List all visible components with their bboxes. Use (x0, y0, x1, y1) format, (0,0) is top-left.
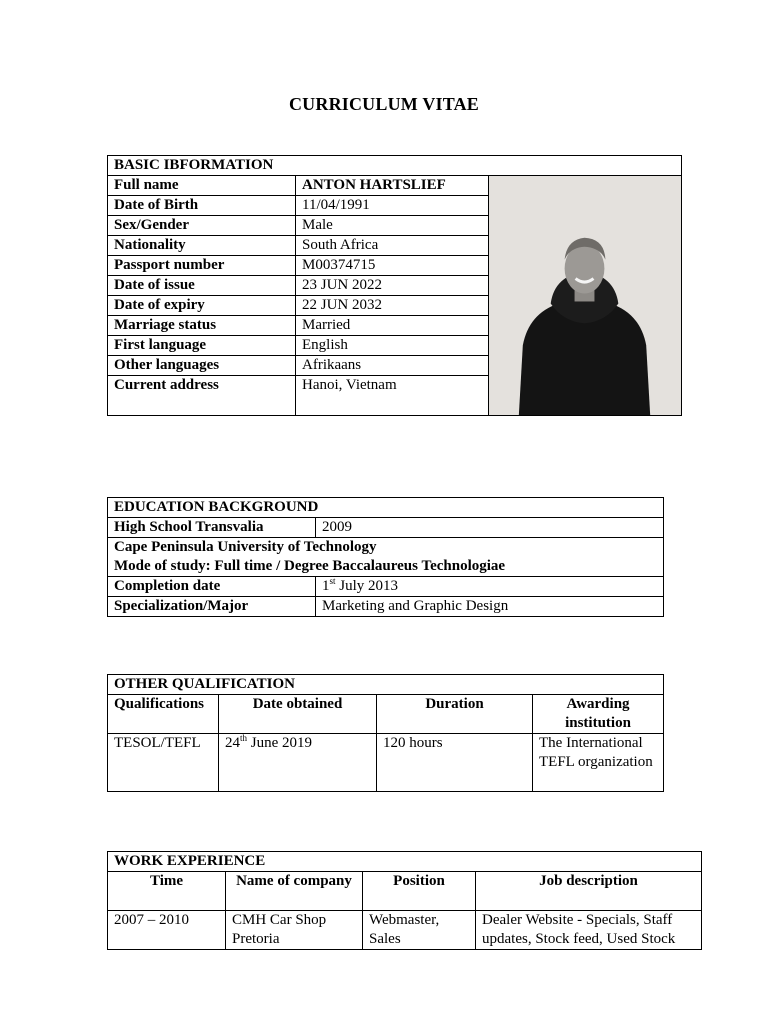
basic-info-header: BASIC IBFORMATION (108, 156, 682, 176)
other-languages-value: Afrikaans (296, 356, 489, 376)
col-position: Position (363, 872, 476, 911)
address-label: Current address (108, 376, 296, 416)
education-header: EDUCATION BACKGROUND (108, 498, 664, 518)
completion-date-value: 1st July 2013 (316, 577, 664, 597)
gender-value: Male (296, 216, 489, 236)
work-description: Dealer Website - Specials, Staff updates, Stock feed, Used Stock (476, 911, 702, 950)
passport-value: M00374715 (296, 256, 489, 276)
nationality-label: Nationality (108, 236, 296, 256)
issue-date-label: Date of issue (108, 276, 296, 296)
col-job-description: Job description (476, 872, 702, 911)
full-name-value: ANTON HARTSLIEF (296, 176, 489, 196)
passport-label: Passport number (108, 256, 296, 276)
qualification-duration: 120 hours (377, 734, 533, 792)
issue-date-value: 23 JUN 2022 (296, 276, 489, 296)
basic-information-table (107, 155, 682, 416)
university-cell (108, 538, 664, 577)
address-value: Hanoi, Vietnam (296, 376, 489, 416)
qualification-header: OTHER QUALIFICATION (108, 675, 664, 695)
first-language-value: English (296, 336, 489, 356)
first-language-label: First language (108, 336, 296, 356)
col-awarding-institution: Awarding institution (533, 695, 664, 734)
qualification-table (107, 674, 664, 792)
col-date-obtained: Date obtained (219, 695, 377, 734)
work-company: CMH Car Shop Pretoria (226, 911, 363, 950)
work-position: Webmaster, Sales (363, 911, 476, 950)
full-name-label: Full name (108, 176, 296, 196)
marriage-status-value: Married (296, 316, 489, 336)
profile-photo (489, 176, 682, 416)
high-school-label: High School Transvalia (108, 518, 316, 538)
study-mode: Mode of study: Full time / Degree Baccalaureus Technologiae (114, 558, 506, 574)
university-name: Cape Peninsula University of Technology (114, 539, 377, 555)
document-title: CURRICULUM VITAE (288, 94, 480, 114)
work-time: 2007 – 2010 (108, 911, 226, 950)
education-table (107, 497, 664, 617)
expiry-date-value: 22 JUN 2032 (296, 296, 489, 316)
col-duration: Duration (377, 695, 533, 734)
qualification-date: 24th June 2019 (219, 734, 377, 792)
high-school-year: 2009 (316, 518, 664, 538)
completion-date-label: Completion date (108, 577, 316, 597)
marriage-status-label: Marriage status (108, 316, 296, 336)
major-value: Marketing and Graphic Design (316, 597, 664, 617)
nationality-value: South Africa (296, 236, 489, 256)
other-languages-label: Other languages (108, 356, 296, 376)
gender-label: Sex/Gender (108, 216, 296, 236)
expiry-date-label: Date of expiry (108, 296, 296, 316)
work-header: WORK EXPERIENCE (108, 852, 702, 872)
qualification-name: TESOL/TEFL (108, 734, 219, 792)
work-experience-table (107, 851, 702, 950)
col-company: Name of company (226, 872, 363, 911)
col-time: Time (108, 872, 226, 911)
major-label: Specialization/Major (108, 597, 316, 617)
col-qualifications: Qualifications (108, 695, 219, 734)
dob-value: 11/04/1991 (296, 196, 489, 216)
dob-label: Date of Birth (108, 196, 296, 216)
qualification-institution: The International TEFL organization (533, 734, 664, 792)
